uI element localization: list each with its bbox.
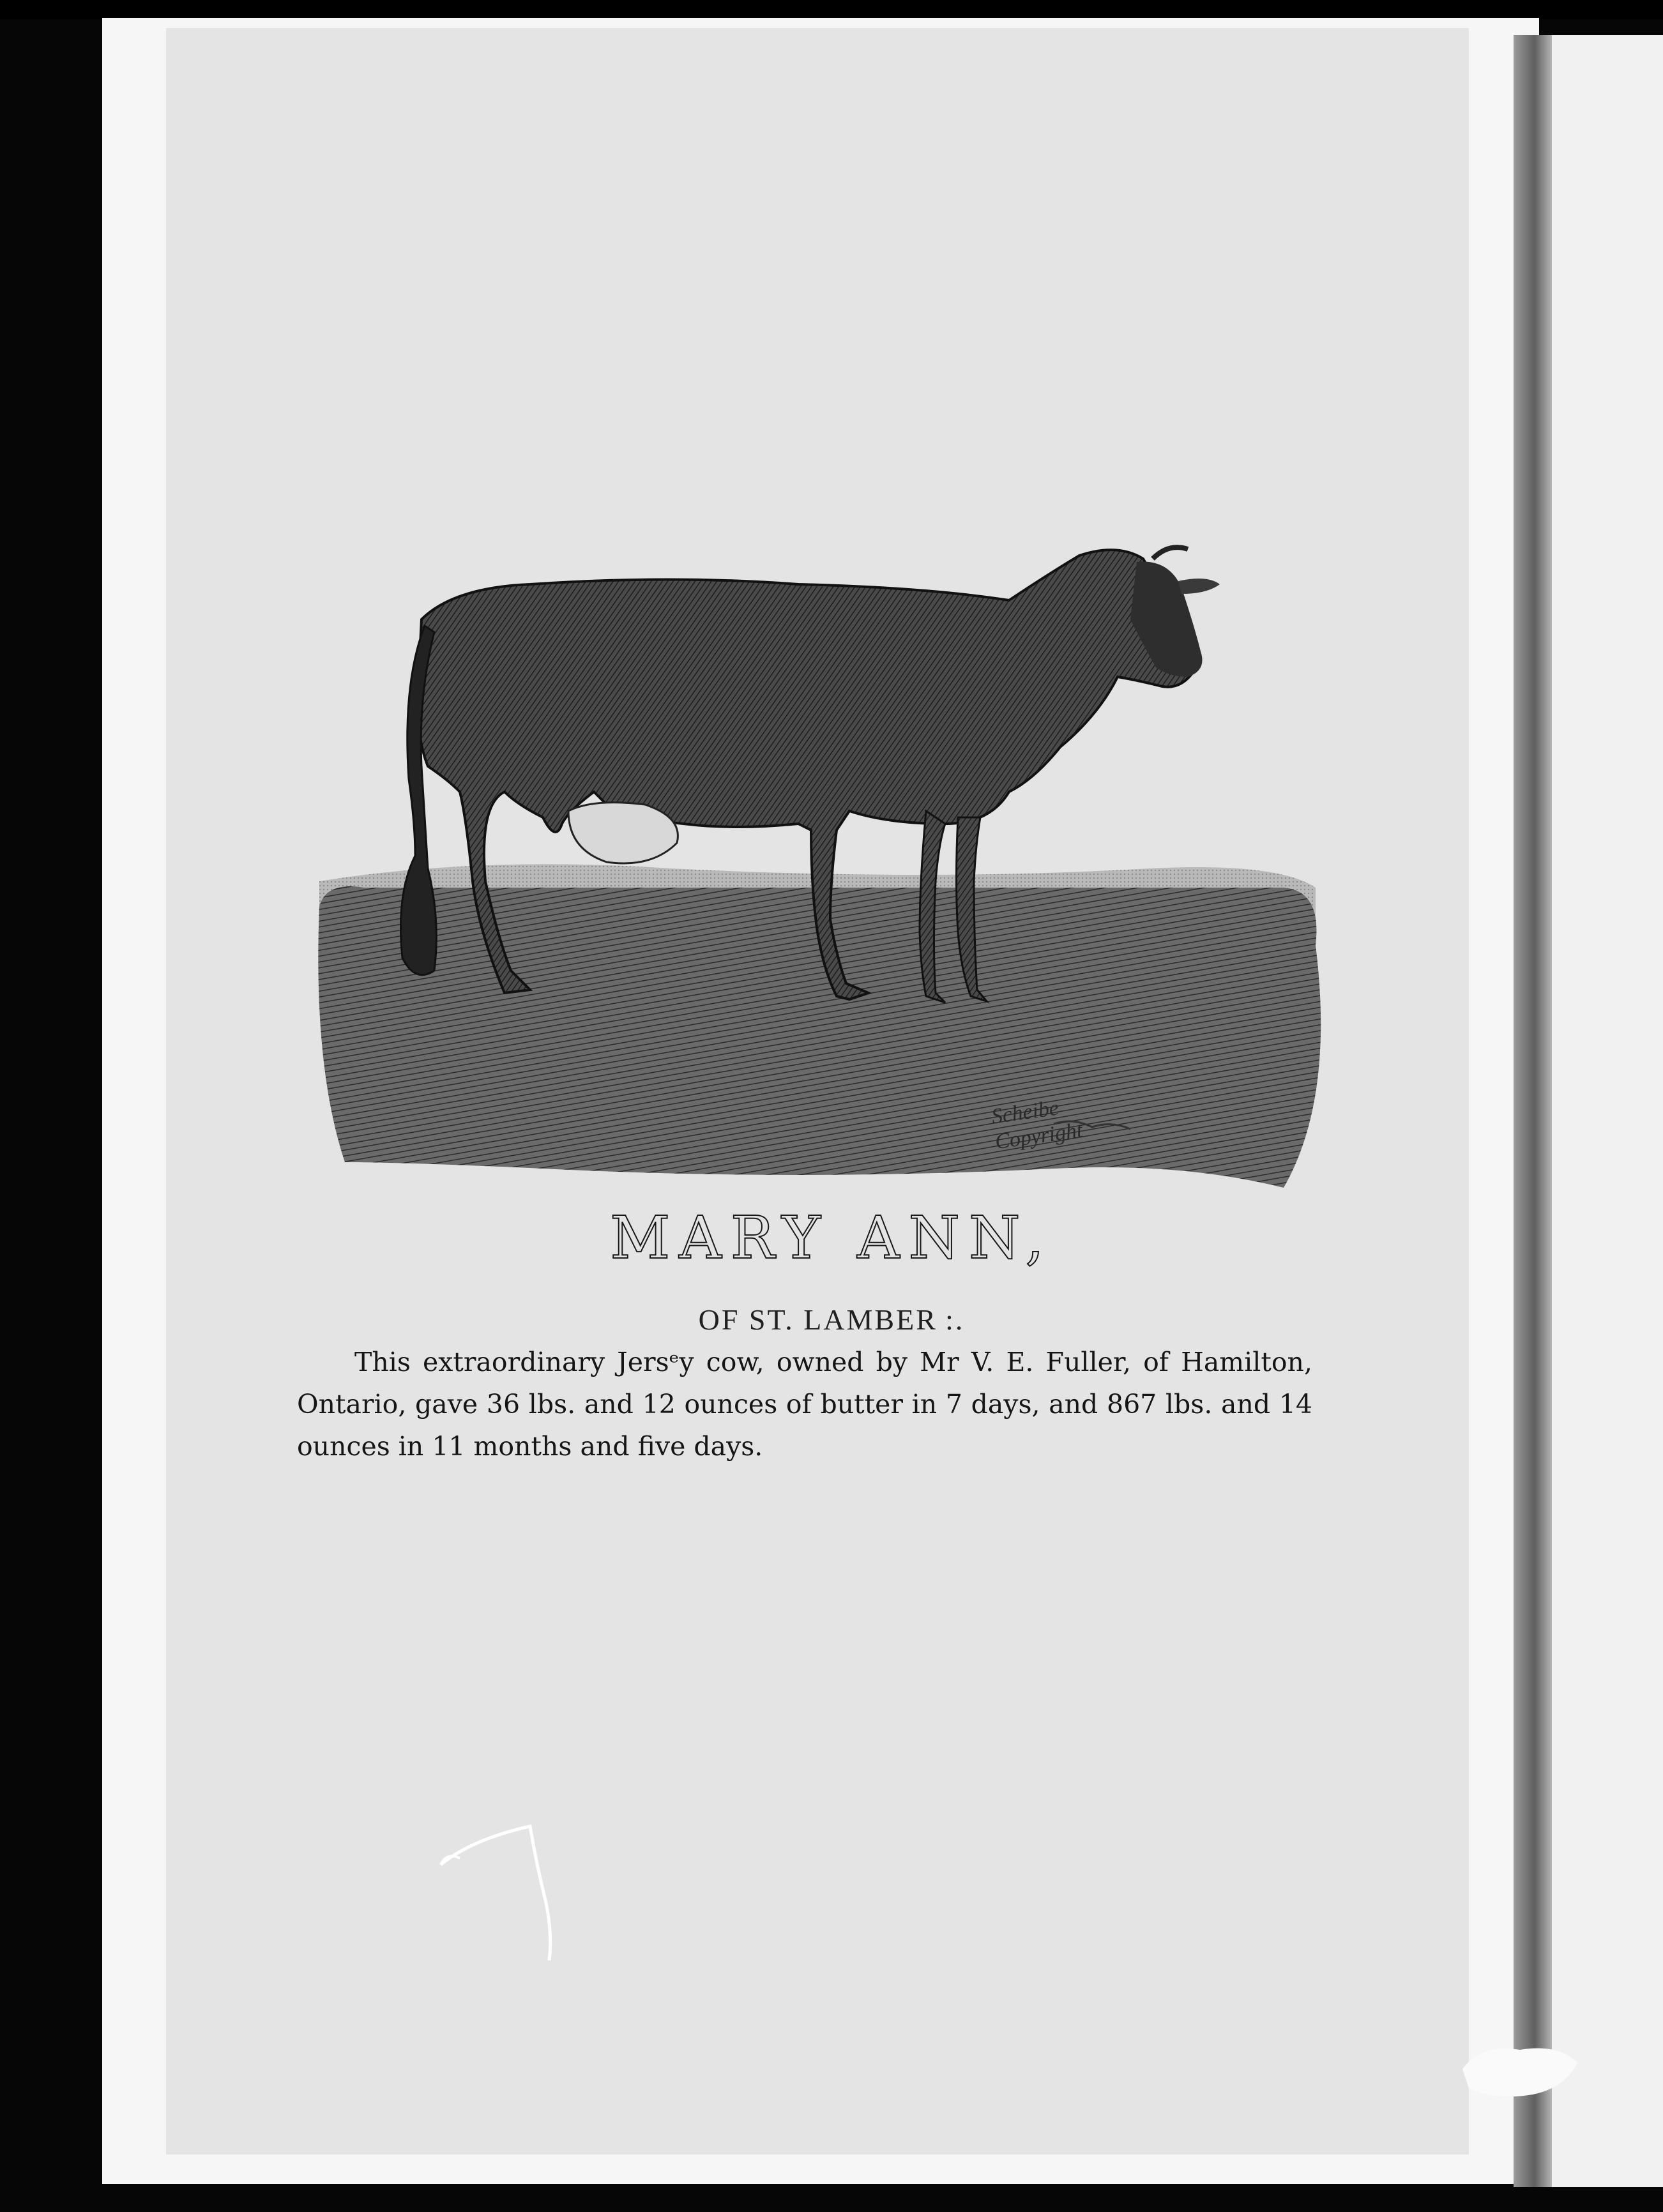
adjacent-page-edge — [1552, 35, 1663, 2187]
signature-line-1: Scheibe — [990, 1096, 1061, 1129]
cow-horn — [1153, 547, 1188, 559]
page-title: MARY ANN, — [610, 1204, 1053, 1272]
pencil-mark — [434, 1801, 575, 1967]
cow-ear — [1178, 579, 1220, 594]
description-paragraph: This extraordinary Jersᵉy cow, owned by Mr V. E. Fuller, of Hamilton, Ontario, gave 36 lbs. and 12 ounces of butter in 7 days, and 867 lbs. and 14 ounces in 11 months and five days. — [297, 1347, 1312, 1462]
binding-shadow — [1514, 35, 1552, 2187]
scan-border — [0, 0, 1663, 19]
cow-udder — [568, 803, 678, 863]
page-subtitle: OF ST. LAMBER :. — [698, 1303, 965, 1336]
paper-tear — [1456, 2031, 1584, 2107]
cow-engraving — [287, 524, 1341, 1213]
signature-line-2: Copyright — [993, 1118, 1084, 1155]
